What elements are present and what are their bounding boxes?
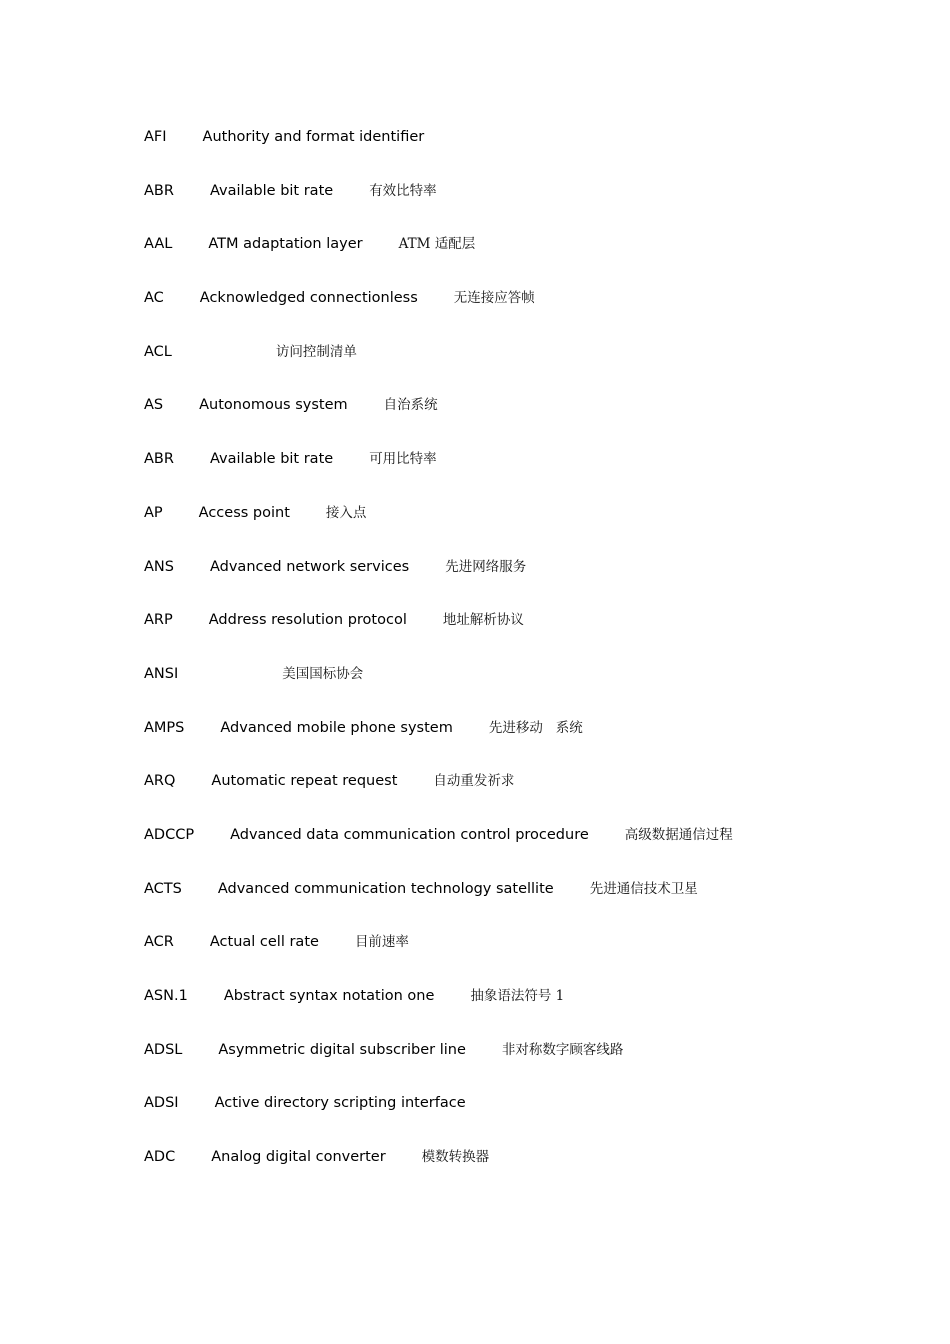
glossary-entry [144, 181, 733, 235]
glossary-entry [144, 932, 733, 986]
entry-chinese: 模数转换器 [421, 1149, 490, 1166]
entry-abbreviation: ABR [144, 182, 174, 199]
entry-chinese: 接入点 [325, 504, 367, 521]
entry-abbreviation: ANS [144, 558, 174, 575]
entry-abbreviation: AAL [144, 236, 173, 253]
entry-chinese: 有效比特率 [369, 182, 437, 199]
entry-abbreviation: ADCCP [144, 826, 195, 843]
glossary-entry [144, 986, 733, 1040]
entry-english: Available bit rate [209, 451, 334, 468]
glossary-entry [144, 557, 733, 611]
entry-abbreviation: ADSI [144, 1095, 179, 1112]
entry-abbreviation: ACR [144, 934, 174, 951]
entry-abbreviation: ADC [144, 1149, 176, 1166]
entry-english: Advanced communication technology satellite [217, 880, 554, 897]
entry-chinese: 美国国标协会 [282, 665, 364, 682]
glossary-entry [144, 718, 733, 772]
entry-abbreviation: ACL [144, 343, 172, 360]
glossary-entry [144, 288, 733, 342]
entry-chinese: 先进移动 系统 [488, 719, 583, 736]
glossary-entry [144, 127, 733, 181]
entry-english: Autonomous system [199, 397, 348, 414]
entry-english: ATM adaptation layer [208, 236, 363, 253]
glossary-entry [144, 395, 733, 449]
entry-abbreviation: AS [144, 397, 164, 414]
glossary-entry [144, 664, 733, 718]
entry-abbreviation: AFI [144, 129, 167, 145]
glossary-entry [144, 1147, 733, 1201]
entry-abbreviation: ARP [144, 612, 173, 629]
entry-english: Access point [198, 504, 290, 521]
glossary-entry [144, 1093, 733, 1147]
entry-chinese: 高级数据通信过程 [624, 826, 733, 843]
glossary-entry [144, 610, 733, 664]
entry-english: Analog digital converter [211, 1149, 386, 1166]
entry-chinese: 抽象语法符号 1 [470, 988, 565, 1004]
glossary-entry [144, 825, 733, 879]
entry-abbreviation: AMPS [144, 719, 185, 736]
entry-english: Acknowledged connectionless [199, 290, 418, 307]
glossary-entry [144, 234, 733, 288]
entry-abbreviation: AC [144, 290, 164, 307]
entry-chinese: 自治系统 [383, 397, 438, 414]
glossary-entry [144, 503, 733, 557]
entry-english: Advanced data communication control procedure [230, 826, 589, 843]
entry-abbreviation: ANSI [144, 665, 179, 682]
entry-english: Actual cell rate [209, 934, 319, 951]
entry-chinese: 访问控制清单 [275, 343, 357, 360]
entry-abbreviation: ACTS [144, 880, 182, 897]
entry-chinese: 非对称数字顾客线路 [501, 1041, 624, 1058]
entry-chinese: 可用比特率 [369, 451, 437, 468]
entry-abbreviation: ASN.1 [144, 988, 188, 1004]
entry-abbreviation: ARQ [144, 773, 176, 790]
entry-english: Address resolution protocol [208, 612, 407, 629]
entry-chinese: 地址解析协议 [442, 612, 524, 629]
entry-chinese: ATM 适配层 [398, 236, 476, 253]
entry-chinese: 目前速率 [354, 934, 409, 951]
entry-chinese: 先进网络服务 [445, 558, 527, 575]
glossary-entry [144, 879, 733, 933]
glossary-list [144, 127, 733, 1201]
entry-english: Abstract syntax notation one [223, 988, 435, 1004]
entry-abbreviation: AP [144, 504, 163, 521]
entry-chinese: 无连接应答帧 [453, 290, 535, 307]
entry-abbreviation: ADSL [144, 1041, 183, 1058]
glossary-entry [144, 342, 733, 396]
entry-abbreviation: ABR [144, 451, 174, 468]
entry-english: Advanced mobile phone system [220, 719, 453, 736]
glossary-entry [144, 449, 733, 503]
entry-chinese: 先进通信技术卫星 [589, 880, 698, 897]
entry-english: Advanced network services [209, 558, 410, 575]
entry-chinese: 自动重发祈求 [433, 773, 515, 790]
entry-english: Asymmetric digital subscriber line [218, 1041, 466, 1058]
entry-english: Available bit rate [209, 182, 334, 199]
entry-english: Automatic repeat request [211, 773, 398, 790]
glossary-entry [144, 1040, 733, 1094]
entry-english: Active directory scripting interface [214, 1095, 466, 1112]
glossary-entry [144, 771, 733, 825]
entry-english: Authority and format identifier [202, 129, 425, 145]
